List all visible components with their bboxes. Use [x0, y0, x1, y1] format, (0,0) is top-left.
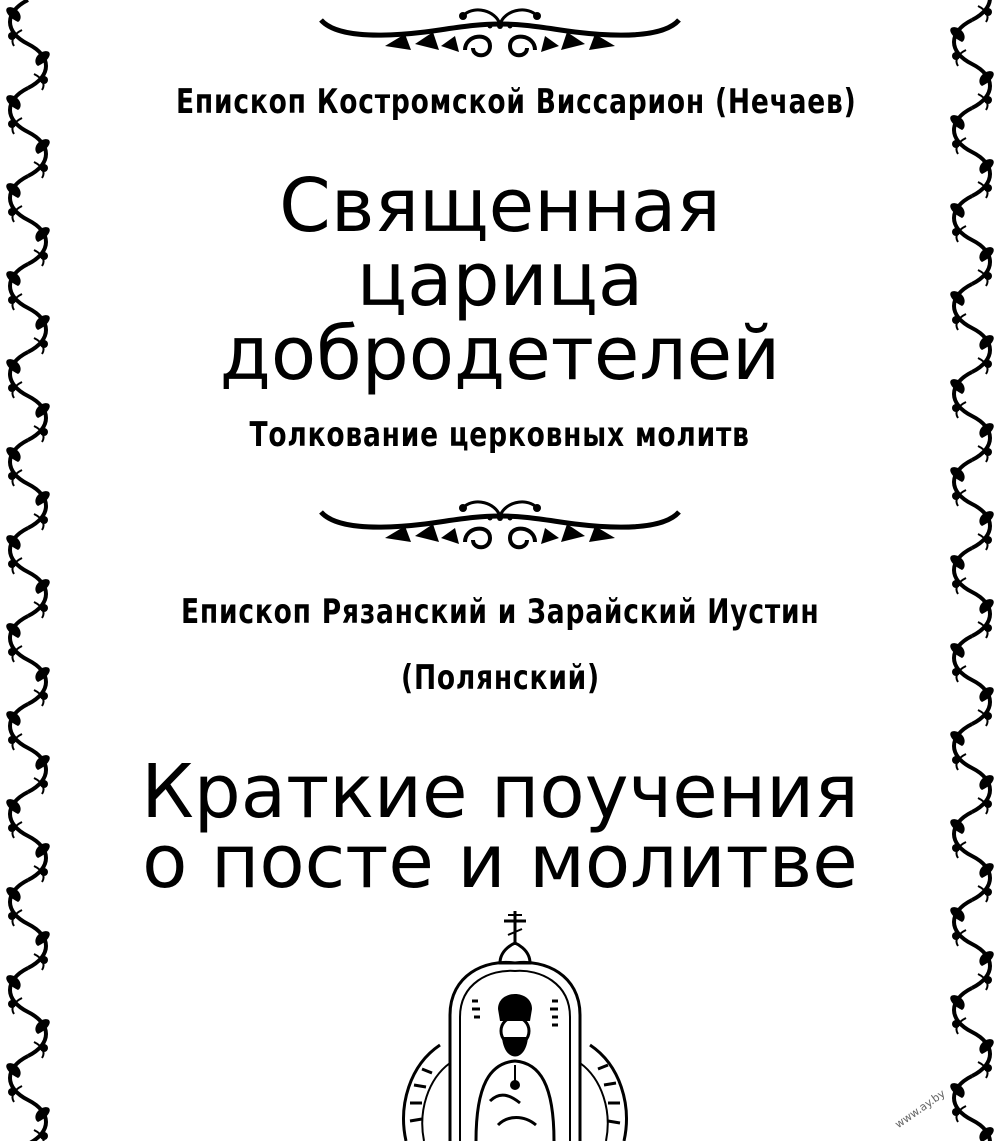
book2-title-line-1: Краткие поучения — [141, 749, 859, 835]
book1-title-line-1: Священная — [279, 163, 721, 249]
book2-title-line-2: о посте и молитве — [142, 819, 858, 905]
book2-author-line-1: Епископ Рязанский и Зарайский Иустин — [180, 592, 820, 632]
saint-icon-seal-icon — [380, 905, 650, 1141]
book1-title-line-3: добродетелей — [219, 311, 781, 397]
watermark: www.ay.by — [892, 1086, 948, 1131]
vine-border-right-icon — [944, 0, 1000, 1141]
scroll-divider-middle-icon — [315, 494, 685, 558]
vine-border-left-icon — [0, 0, 56, 1141]
scroll-divider-top-icon — [315, 2, 685, 66]
book1-title-line-2: царица — [356, 237, 644, 323]
book1-subtitle: Толкование церковных молитв — [249, 415, 751, 455]
book2-author-line-2: (Полянский) — [400, 658, 600, 698]
book1-author: Епископ Костромской Виссарион (Нечаев) — [175, 82, 857, 122]
